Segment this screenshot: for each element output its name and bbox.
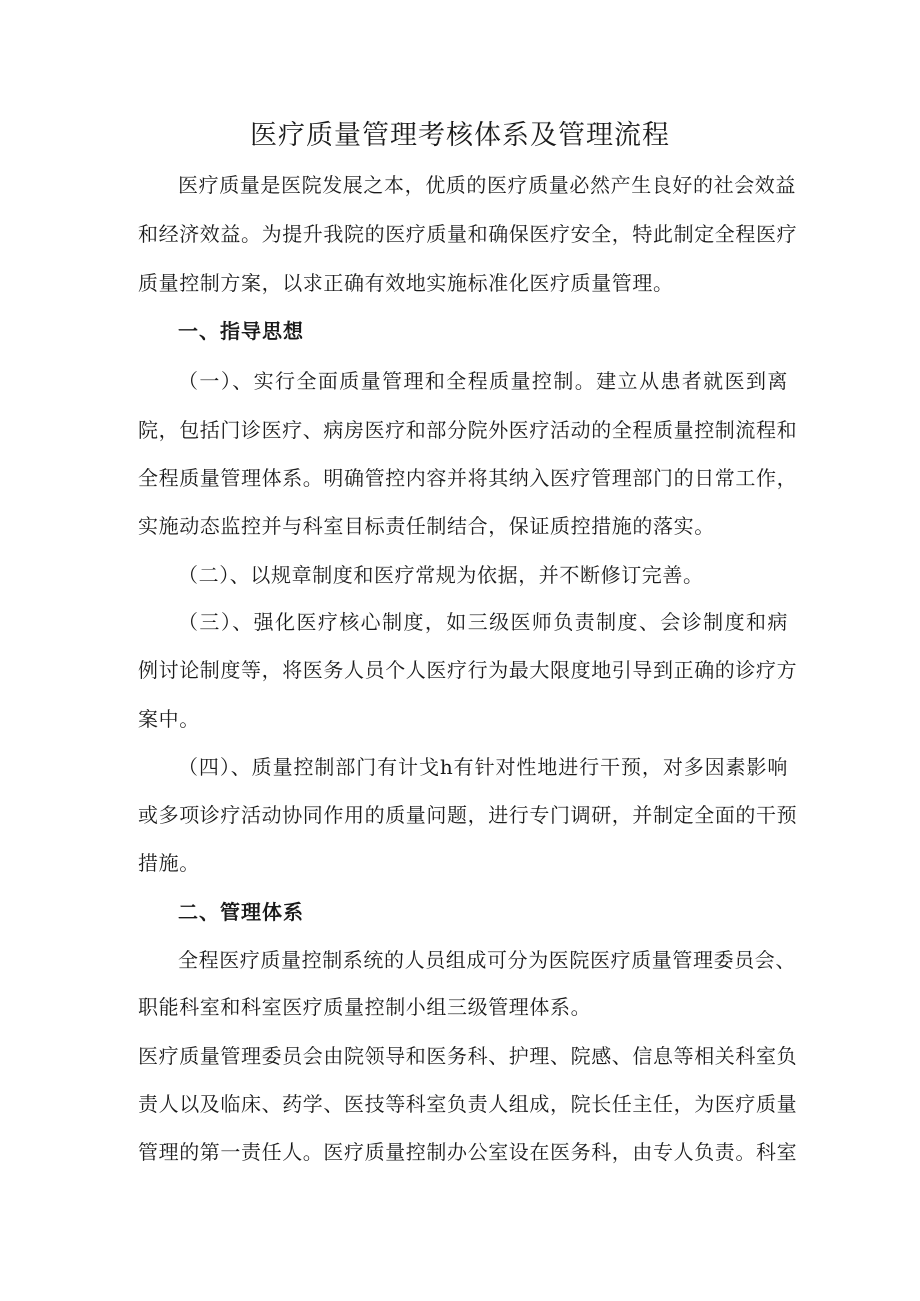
item-line: （四）、质量控制部门有计戈h有针对性地进行干预，对多因素影响 — [178, 755, 788, 779]
item-line: （二）、以规章制度和医疗常规为依据，并不断修订完善。 — [178, 563, 704, 587]
item-line: 或多项诊疗活动协同作用的质量问题，进行专门调研，并制定全面的干预 — [138, 803, 798, 827]
paragraph-line: 职能科室和科室医疗质量控制小组三级管理体系。 — [138, 995, 592, 1019]
intro-line: 和经济效益。为提升我院的医疗质量和确保医疗安全，特此制定全程医疗 — [138, 222, 798, 246]
item-line: 措施。 — [138, 851, 200, 875]
intro-line: 质量控制方案，以求正确有效地实施标准化医疗质量管理。 — [138, 271, 674, 295]
section-heading-guiding-ideology: 一、指导思想 — [178, 319, 304, 343]
section-heading-management-system: 二、管理体系 — [178, 900, 304, 924]
item-line: 院，包括门诊医疗、病房医疗和部分院外医疗活动的全程质量控制流程和 — [138, 418, 798, 442]
item-line: （一）、实行全面质量管理和全程质量控制。建立从患者就医到离 — [178, 369, 788, 393]
item-line: 案中。 — [138, 707, 200, 731]
item-line: 实施动态监控并与科室目标责任制结合，保证质控措施的落实。 — [138, 514, 715, 538]
item-line: 例讨论制度等，将医务人员个人医疗行为最大限度地引导到正确的诊疗方 — [138, 658, 798, 682]
paragraph-line: 责人以及临床、药学、医技等科室负责人组成，院长任主任，为医疗质量 — [138, 1092, 798, 1116]
paragraph-line: 管理的第一责任人。医疗质量控制办公室设在医务科，由专人负责。科室 — [138, 1140, 798, 1164]
paragraph-line: 医疗质量管理委员会由院领导和医务科、护理、院感、信息等相关科室负 — [138, 1044, 798, 1068]
item-line: （三）、强化医疗核心制度，如三级医师负责制度、会诊制度和病 — [178, 610, 788, 634]
item-line: 全程质量管理体系。明确管控内容并将其纳入医疗管理部门的日常工作， — [138, 466, 798, 490]
intro-line: 医疗质量是医院发展之本，优质的医疗质量必然产生良好的社会效益 — [178, 173, 796, 197]
paragraph-line: 全程医疗质量控制系统的人员组成可分为医院医疗质量管理委员会、 — [178, 948, 796, 972]
document-title: 医疗质量管理考核体系及管理流程 — [250, 120, 670, 151]
